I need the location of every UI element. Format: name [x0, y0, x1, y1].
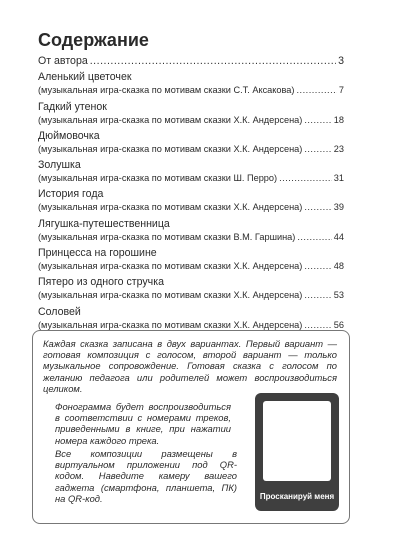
- toc-entry-title: Пятеро из одного стручка: [38, 276, 164, 289]
- toc-entry-page: 18: [333, 114, 344, 125]
- toc-entry-subtitle: (музыкальная игра-сказка по мотивам сказки Х.К. Андерсена): [38, 261, 303, 272]
- toc-entry-page: 56: [333, 319, 344, 330]
- toc-entry-page: 39: [333, 202, 344, 213]
- toc-entry-title: Принцесса на горошине: [38, 247, 157, 260]
- toc-entry: [38, 159, 344, 184]
- toc-entry-title: Аленький цветочек: [38, 71, 132, 84]
- toc-entry-subtitle: (музыкальная игра-сказка по мотивам сказки Х.К. Андерсена): [38, 143, 303, 154]
- toc-entry-subtitle: (музыкальная игра-сказка по мотивам сказки Х.К. Андерсена): [38, 202, 303, 213]
- toc-entry-page: 23: [333, 143, 344, 154]
- info-note-qr: Все композиции размещены в виртуальном приложении под QR-кодом. Наведите камеру вашего гаджета (смартфона, планшета, ПК) на QR-код.: [55, 448, 237, 504]
- toc-entry-line: [38, 231, 344, 243]
- qr-code-panel[interactable]: [255, 393, 339, 511]
- toc-entry-page: 7: [338, 85, 344, 96]
- info-note-phonogram: Фонограмма будет воспроизводиться в соответствии с номерами треков, приведенными в книге, при нажатии номера каждого трека.: [55, 401, 231, 446]
- toc-entry-subtitle: (музыкальная игра-сказка по мотивам сказки Х.К. Андерсена): [38, 319, 303, 330]
- toc-entry-page: 48: [333, 261, 344, 272]
- toc-entry-line: [38, 289, 344, 301]
- toc-entry: [38, 247, 344, 272]
- toc-entry: [38, 130, 344, 155]
- toc-entry: [38, 101, 344, 126]
- toc-entry-title: История года: [38, 188, 104, 201]
- toc-entry-subtitle: (музыкальная игра-сказка по мотивам сказки С.Т. Аксакова): [38, 85, 295, 96]
- dot-leader: [304, 114, 331, 126]
- dot-leader: [279, 172, 332, 184]
- dot-leader: [304, 143, 331, 155]
- dot-leader: [304, 289, 331, 301]
- page-title: Содержание: [38, 30, 149, 50]
- toc-intro-title: От автора: [38, 55, 88, 67]
- toc-entry-line: [38, 84, 344, 96]
- toc-entry-subtitle: (музыкальная игра-сказка по мотивам сказки Ш. Перро): [38, 173, 278, 184]
- dot-leader: [304, 201, 331, 213]
- toc-entry-subtitle: (музыкальная игра-сказка по мотивам сказки Х.К. Андерсена): [38, 290, 303, 301]
- toc-entry-title: Золушка: [38, 159, 81, 172]
- toc-entry: [38, 218, 344, 243]
- toc-entry-title: Дюймовочка: [38, 129, 100, 142]
- toc-entry-line: [38, 201, 344, 213]
- dot-leader: [296, 84, 336, 96]
- toc-intro-page: 3: [338, 55, 344, 67]
- toc-entry-page: 31: [333, 173, 344, 184]
- toc-entry-title: Лягушка-путешественница: [38, 217, 170, 230]
- table-of-contents: [38, 55, 344, 331]
- qr-label: Просканируй меня: [259, 492, 335, 501]
- dot-leader: [304, 260, 331, 272]
- toc-intro: [38, 55, 344, 67]
- dot-leader: [297, 231, 331, 243]
- toc-entry: [38, 306, 344, 331]
- toc-entry-title: Гадкий утенок: [38, 100, 107, 113]
- dot-leader: [90, 55, 336, 67]
- toc-entry-page: 44: [333, 231, 344, 242]
- info-box: [32, 330, 350, 524]
- toc-entry: [38, 276, 344, 301]
- toc-entry-line: [38, 172, 344, 184]
- info-note-variants: Каждая сказка записана в двух вариантах. Первый вариант — готовая композиция с голосом, второй вариант — только музыкальное сопровождение. Готовая сказка с голосом по желанию педагога или родителей может воспроизводиться целиком.: [43, 338, 337, 394]
- toc-entry-subtitle: (музыкальная игра-сказка по мотивам сказки В.М. Гаршина): [38, 231, 296, 242]
- qr-code-area[interactable]: [263, 401, 331, 481]
- toc-entry-page: 53: [333, 290, 344, 301]
- toc-entry-line: [38, 143, 344, 155]
- toc-entries: [38, 71, 344, 331]
- toc-entry-subtitle: (музыкальная игра-сказка по мотивам сказки Х.К. Андерсена): [38, 114, 303, 125]
- toc-entry: [38, 188, 344, 213]
- toc-entry-line: [38, 114, 344, 126]
- toc-entry-line: [38, 260, 344, 272]
- toc-entry: [38, 71, 344, 96]
- toc-entry-title: Соловей: [38, 305, 81, 318]
